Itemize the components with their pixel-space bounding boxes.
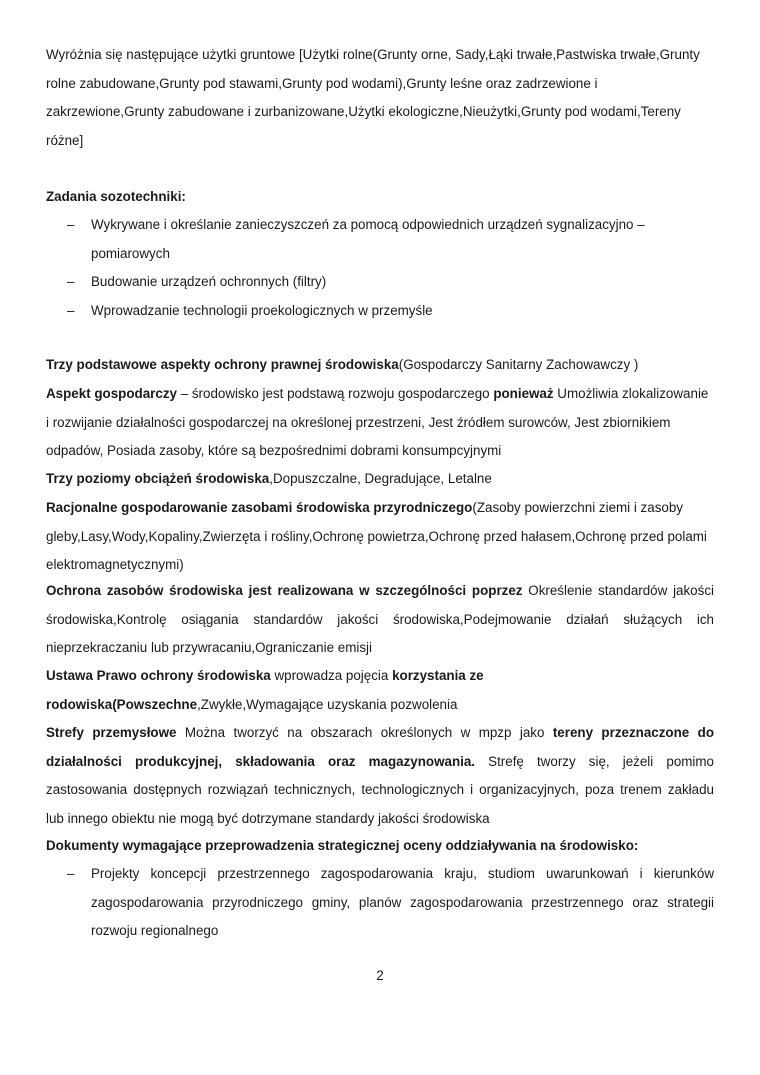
aspekt-gosp-text1: – środowisko jest podstawą rozwoju gospodarczego <box>176 386 494 401</box>
racjonalne-bold: Racjonalne gospodarowanie zasobami środowiska przyrodniczego <box>46 500 473 515</box>
paragraph-aspekty <box>46 351 714 380</box>
aspekty-bold: Trzy podstawowe aspekty ochrony prawnej środowiska <box>46 357 399 372</box>
paragraph-aspekt-gospodarczy <box>46 380 714 466</box>
poziomy-bold: Trzy poziomy obciążeń środowiska <box>46 471 270 486</box>
list-item-text: Wykrywane i określanie zanieczyszczeń za pomocą odpowiednich urządzeń sygnalizacyjno – pomiarowych <box>91 217 645 261</box>
ustawa-text2: ,Zwykłe,Wymagające uzyskania pozwolenia <box>197 696 458 712</box>
paragraph-ochrona-zasobow <box>46 577 714 663</box>
list-item-sozotechnika-3 <box>67 297 714 326</box>
heading-sozotechnika <box>46 183 714 212</box>
paragraph-racjonalne <box>46 494 714 580</box>
strefy-text1: Można tworzyć na obszarach określonych w mpzp jako <box>176 725 553 740</box>
list-item-text: Wprowadzanie technologii proekologicznych w przemyśle <box>91 303 433 318</box>
aspekt-gosp-text2: Umożliwia zlokalizowanie i rozwijanie działalności gospodarczej na określonej przestrzeni, Jest źródłem surowców, Jest zbiornikiem odpadów, Posiada zasoby, które są bezpośrednimi dobrami konsumpcyjnymi <box>46 386 709 458</box>
racjonalne-text: (Zasoby powierzchni ziemi i zasoby gleby,Lasy,Wody,Kopaliny,Zwierzęta i rośliny,Ochronę powietrza,Ochronę przed hałasem,Ochronę przed polami elektromagnetycznymi) <box>46 500 707 572</box>
list-item-text: Projekty koncepcji przestrzennego zagospodarowania kraju, studiom uwarunkowań i kierunków zagospodarowania przyrodniczego gminy, planów zagospodarowania przestrzennego oraz strategii rozwoju regionalnego <box>91 866 714 938</box>
poziomy-text: ,Dopuszczalne, Degradujące, Letalne <box>269 471 492 486</box>
aspekt-gosp-bold2: ponieważ <box>493 386 554 401</box>
bullet-dash: – <box>67 274 75 289</box>
ustawa-bold2: korzystania ze <box>392 668 484 683</box>
ochrona-zasobow-bold: Ochrona zasobów środowiska jest realizowana w szczególności poprzez <box>46 583 523 598</box>
strefy-bold2: tereny przeznaczone do działalności produkcyjnej, składowania oraz magazynowania. <box>46 725 714 769</box>
ustawa-bold3: rodowiska(Powszechne <box>46 696 198 712</box>
strefy-text2: Strefę tworzy się, jeżeli pomimo zastosowania dostępnych rozwiązań technicznych, technologicznych i organizacyjnych, poza trenem zakładu lub innego obiektu nie mogą być dotrzymane standardy jakości środowiska <box>46 753 714 826</box>
list-item-text: Budowanie urządzeń ochronnych (filtry) <box>91 274 327 289</box>
list-item-sozotechnika-1 <box>67 211 714 268</box>
bullet-dash: – <box>67 217 75 232</box>
list-item-sozotechnika-2 <box>67 268 714 297</box>
page-number: 2 <box>376 968 384 983</box>
ochrona-zasobow-text: Określenie standardów jakości środowiska,Kontrolę osiągania standardów jakości środowiska,Podejmowanie działań służących ich nieprzekraczaniu lub przywracaniu,Ograniczanie emisji <box>46 583 714 655</box>
aspekt-gosp-bold1: Aspekt gospodarczy <box>46 386 177 401</box>
heading-dokumenty-text: Dokumenty wymagające przeprowadzenia strategicznej oceny oddziaływania na środowisko: <box>46 838 639 853</box>
strefy-bold1: Strefy przemysłowe <box>46 725 177 740</box>
aspekty-text: (Gospodarczy Sanitarny Zachowawczy ) <box>398 357 639 372</box>
ustawa-bold1: Ustawa Prawo ochrony środowiska <box>46 668 271 683</box>
ustawa-text1: wprowadza pojęcia <box>270 668 393 683</box>
paragraph-uzytki: Wyróżnia się następujące użytki gruntowe [Użytki rolne(Grunty orne, Sady,Łąki trwałe,Pastwiska trwałe,Grunty rolne zabudowane,Grunty pod stawami,Grunty pod wodami),Grunty leśne oraz zadrzewione i zakrzewione,Grunty zabudowane i zurbanizowane,Użytki ekologiczne,Nieużytki,Grunty pod wodami,Tereny różne] <box>46 47 700 148</box>
bullet-dash: – <box>67 866 75 881</box>
bullet-dash: – <box>67 303 75 318</box>
heading-dokumenty <box>46 832 714 861</box>
heading-sozotechnika-text: Zadania sozotechniki: <box>46 189 186 204</box>
paragraph-ustawa <box>46 662 714 719</box>
paragraph-poziomy <box>46 465 714 494</box>
list-item-dokumenty-1 <box>67 860 714 946</box>
paragraph-strefy <box>46 719 714 833</box>
